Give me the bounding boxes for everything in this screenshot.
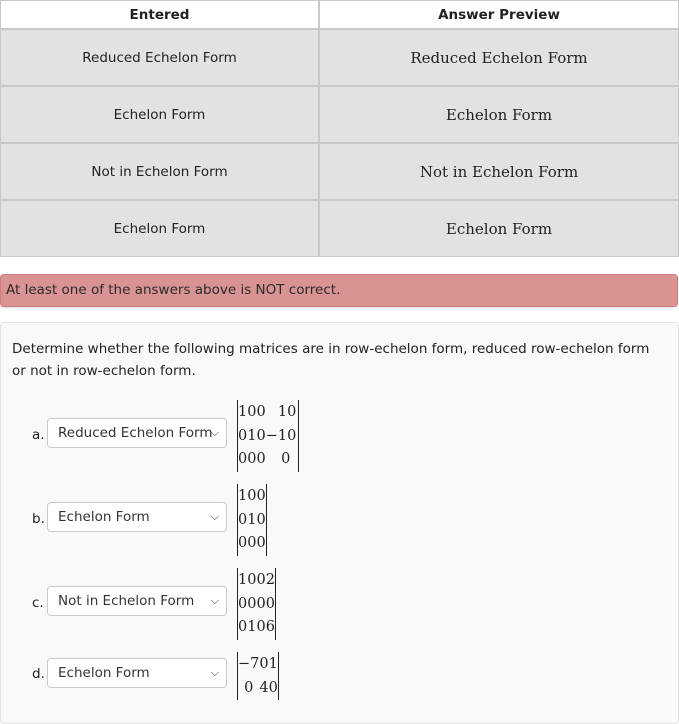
part-a-answer-select[interactable] [47, 418, 227, 448]
matrix-d [237, 652, 279, 700]
chevron-down-icon: ⌵ [210, 594, 219, 607]
incorrect-answer-alert: At least one of the answers above is NOT correct. [0, 274, 678, 307]
matrix-entry: 0 [256, 511, 266, 528]
matrix-entry: 0 [256, 595, 266, 612]
matrix-entry: 10 [277, 404, 297, 421]
select-value: Not in Echelon Form [58, 593, 195, 609]
matrix-entry: 0 [247, 488, 257, 505]
matrix-entry: 2 [265, 572, 275, 589]
matrix-entry: 0 [247, 595, 257, 612]
select-value: Echelon Form [58, 665, 150, 681]
matrix-entry: 0 [281, 451, 291, 468]
results-table [0, 0, 679, 257]
matrix-entry: 0 [256, 451, 266, 468]
header-answer-preview: Answer Preview [319, 0, 679, 29]
matrix-entry: 1 [238, 572, 248, 589]
part-letter: d. [32, 666, 45, 682]
matrix-entry: 1 [247, 619, 257, 636]
part-b-answer-select[interactable] [47, 502, 227, 532]
matrix-entry: 1 [268, 656, 278, 673]
matrix-entry: 1 [238, 488, 248, 505]
part-letter: c. [32, 595, 44, 611]
matrix-entry: 0 [238, 427, 248, 444]
matrix-entry: 1 [247, 427, 257, 444]
matrix-a [237, 400, 299, 472]
matrix-entry: 0 [238, 451, 248, 468]
results-row [0, 143, 679, 200]
entered-cell: Reduced Echelon Form [0, 29, 319, 86]
chevron-down-icon: ⌵ [210, 510, 219, 523]
matrix-entry: 1 [238, 404, 248, 421]
preview-cell: Echelon Form [319, 200, 679, 257]
matrix-entry: 0 [247, 404, 257, 421]
matrix-entry: 0 [238, 619, 248, 636]
entered-cell: Echelon Form [0, 86, 319, 143]
matrix-entry: 0 [238, 595, 248, 612]
matrix-entry: 0 [247, 451, 257, 468]
chevron-down-icon: ⌵ [210, 666, 219, 679]
part-c-answer-select[interactable] [47, 586, 227, 616]
header-entered: Entered [0, 0, 319, 29]
matrix-entry: 0 [256, 427, 266, 444]
chevron-down-icon: ⌵ [210, 426, 219, 439]
matrix-entry: 0 [247, 572, 257, 589]
matrix-entry: 0 [256, 619, 266, 636]
preview-cell: Reduced Echelon Form [319, 29, 679, 86]
matrix-b [237, 484, 267, 556]
matrix-entry: 0 [256, 488, 266, 505]
matrix-entry: −7 [238, 656, 260, 673]
matrix-entry: 0 [238, 511, 248, 528]
matrix-entry: 0 [256, 535, 266, 552]
entered-cell: Echelon Form [0, 200, 319, 257]
results-row [0, 29, 679, 86]
matrix-c [237, 568, 276, 640]
entered-cell: Not in Echelon Form [0, 143, 319, 200]
problem-panel [0, 322, 679, 724]
matrix-entry: 0 [265, 595, 275, 612]
matrix-entry: 0 [256, 404, 266, 421]
results-row [0, 200, 679, 257]
part-letter: a. [32, 427, 45, 443]
matrix-entry: 0 [244, 679, 254, 696]
preview-cell: Echelon Form [319, 86, 679, 143]
matrix-entry: 0 [259, 656, 269, 673]
part-letter: b. [32, 511, 45, 527]
matrix-entry: 0 [268, 679, 278, 696]
part-d-answer-select[interactable] [47, 658, 227, 688]
select-value: Reduced Echelon Form [58, 425, 213, 441]
results-row [0, 86, 679, 143]
matrix-entry: 0 [238, 535, 248, 552]
results-header-row [0, 0, 679, 29]
matrix-entry: 6 [265, 619, 275, 636]
select-value: Echelon Form [58, 509, 150, 525]
matrix-entry: 4 [259, 679, 269, 696]
problem-prompt: Determine whether the following matrices are in row-echelon form, reduced row-echelon form or not in row-echelon form. [12, 341, 650, 379]
matrix-entry: −10 [265, 427, 297, 444]
matrix-entry: 0 [247, 535, 257, 552]
matrix-entry: 0 [256, 572, 266, 589]
preview-cell: Not in Echelon Form [319, 143, 679, 200]
matrix-entry: 1 [247, 511, 257, 528]
